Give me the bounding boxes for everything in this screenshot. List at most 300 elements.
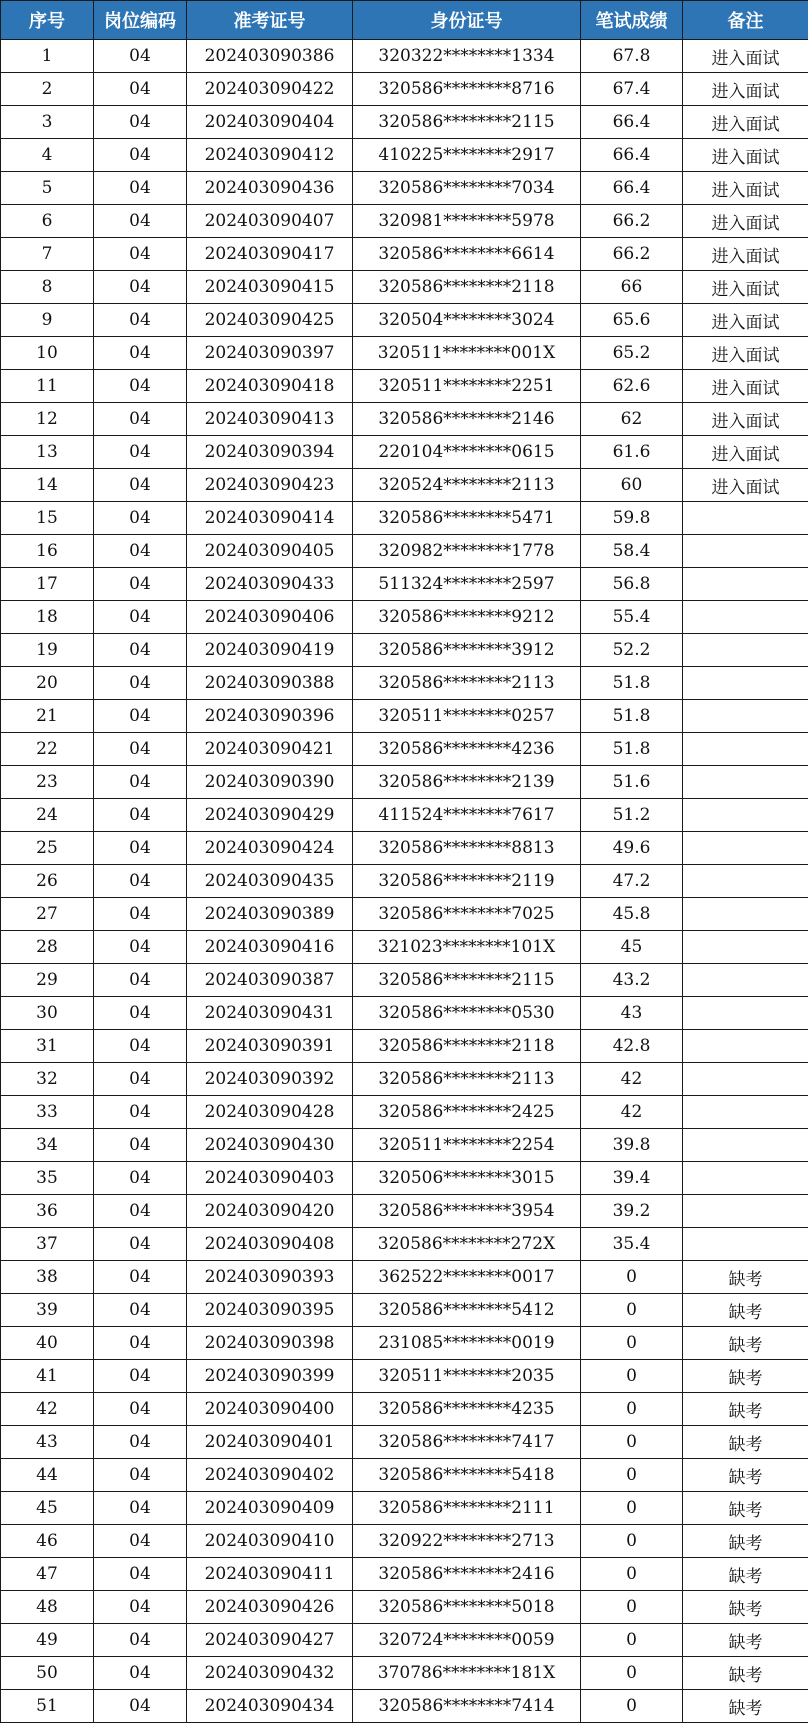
table-row bbox=[1, 931, 808, 964]
id-number-cell: 320586********2119 bbox=[353, 865, 581, 898]
admission-ticket-cell: 202403090406 bbox=[187, 601, 353, 634]
remarks-cell bbox=[683, 1195, 808, 1228]
table-row bbox=[1, 1360, 808, 1393]
admission-ticket-cell: 202403090421 bbox=[187, 733, 353, 766]
position-code-cell: 04 bbox=[94, 1195, 187, 1228]
position-code-cell: 04 bbox=[94, 1426, 187, 1459]
admission-ticket-cell: 202403090395 bbox=[187, 1294, 353, 1327]
written-score-cell: 0 bbox=[581, 1657, 683, 1690]
position-code-cell: 04 bbox=[94, 1030, 187, 1063]
header-serial-number: 序号 bbox=[1, 1, 94, 40]
table-row bbox=[1, 997, 808, 1030]
remarks-cell bbox=[683, 1030, 808, 1063]
written-score-cell: 0 bbox=[581, 1492, 683, 1525]
admission-ticket-cell: 202403090425 bbox=[187, 304, 353, 337]
written-score-cell: 52.2 bbox=[581, 634, 683, 667]
admission-ticket-cell: 202403090416 bbox=[187, 931, 353, 964]
serial-cell: 46 bbox=[1, 1525, 94, 1558]
remarks-cell bbox=[683, 1063, 808, 1096]
table-row bbox=[1, 898, 808, 931]
remarks-cell bbox=[683, 832, 808, 865]
written-score-cell: 58.4 bbox=[581, 535, 683, 568]
table-row bbox=[1, 1624, 808, 1657]
serial-cell: 25 bbox=[1, 832, 94, 865]
position-code-cell: 04 bbox=[94, 337, 187, 370]
written-score-cell: 0 bbox=[581, 1360, 683, 1393]
id-number-cell: 370786********181X bbox=[353, 1657, 581, 1690]
written-score-cell: 42 bbox=[581, 1063, 683, 1096]
admission-ticket-cell: 202403090398 bbox=[187, 1327, 353, 1360]
remarks-cell bbox=[683, 997, 808, 1030]
table-row bbox=[1, 1393, 808, 1426]
id-number-cell: 320506********3015 bbox=[353, 1162, 581, 1195]
table-row bbox=[1, 568, 808, 601]
admission-ticket-cell: 202403090413 bbox=[187, 403, 353, 436]
id-number-cell: 320504********3024 bbox=[353, 304, 581, 337]
position-code-cell: 04 bbox=[94, 601, 187, 634]
position-code-cell: 04 bbox=[94, 700, 187, 733]
written-score-cell: 0 bbox=[581, 1393, 683, 1426]
remarks-cell bbox=[683, 964, 808, 997]
admission-ticket-cell: 202403090415 bbox=[187, 271, 353, 304]
written-score-cell: 51.8 bbox=[581, 733, 683, 766]
id-number-cell: 320586********8813 bbox=[353, 832, 581, 865]
admission-ticket-cell: 202403090400 bbox=[187, 1393, 353, 1426]
header-remarks: 备注 bbox=[683, 1, 808, 40]
remarks-cell: 进入面试 bbox=[683, 436, 808, 469]
admission-ticket-cell: 202403090404 bbox=[187, 106, 353, 139]
written-score-cell: 0 bbox=[581, 1327, 683, 1360]
admission-ticket-cell: 202403090394 bbox=[187, 436, 353, 469]
position-code-cell: 04 bbox=[94, 106, 187, 139]
id-number-cell: 410225********2917 bbox=[353, 139, 581, 172]
serial-cell: 47 bbox=[1, 1558, 94, 1591]
serial-cell: 6 bbox=[1, 205, 94, 238]
admission-ticket-cell: 202403090419 bbox=[187, 634, 353, 667]
serial-cell: 37 bbox=[1, 1228, 94, 1261]
table-row bbox=[1, 139, 808, 172]
admission-ticket-cell: 202403090405 bbox=[187, 535, 353, 568]
remarks-cell: 进入面试 bbox=[683, 40, 808, 73]
position-code-cell: 04 bbox=[94, 1558, 187, 1591]
table-body bbox=[1, 40, 808, 1723]
serial-cell: 28 bbox=[1, 931, 94, 964]
serial-cell: 32 bbox=[1, 1063, 94, 1096]
id-number-cell: 320586********2111 bbox=[353, 1492, 581, 1525]
serial-cell: 45 bbox=[1, 1492, 94, 1525]
written-score-cell: 0 bbox=[581, 1558, 683, 1591]
serial-cell: 38 bbox=[1, 1261, 94, 1294]
table-row bbox=[1, 238, 808, 271]
serial-cell: 36 bbox=[1, 1195, 94, 1228]
position-code-cell: 04 bbox=[94, 1690, 187, 1723]
remarks-cell bbox=[683, 865, 808, 898]
table-row bbox=[1, 469, 808, 502]
remarks-cell: 进入面试 bbox=[683, 172, 808, 205]
position-code-cell: 04 bbox=[94, 304, 187, 337]
table-row bbox=[1, 1063, 808, 1096]
serial-cell: 3 bbox=[1, 106, 94, 139]
admission-ticket-cell: 202403090436 bbox=[187, 172, 353, 205]
table-row bbox=[1, 370, 808, 403]
id-number-cell: 320586********2118 bbox=[353, 1030, 581, 1063]
remarks-cell: 进入面试 bbox=[683, 271, 808, 304]
position-code-cell: 04 bbox=[94, 1294, 187, 1327]
id-number-cell: 320922********2713 bbox=[353, 1525, 581, 1558]
written-score-cell: 55.4 bbox=[581, 601, 683, 634]
serial-cell: 29 bbox=[1, 964, 94, 997]
remarks-cell bbox=[683, 667, 808, 700]
id-number-cell: 320586********7034 bbox=[353, 172, 581, 205]
written-score-cell: 61.6 bbox=[581, 436, 683, 469]
position-code-cell: 04 bbox=[94, 1063, 187, 1096]
admission-ticket-cell: 202403090430 bbox=[187, 1129, 353, 1162]
serial-cell: 43 bbox=[1, 1426, 94, 1459]
remarks-cell: 进入面试 bbox=[683, 238, 808, 271]
serial-cell: 23 bbox=[1, 766, 94, 799]
written-score-cell: 0 bbox=[581, 1261, 683, 1294]
position-code-cell: 04 bbox=[94, 1591, 187, 1624]
table-row bbox=[1, 733, 808, 766]
written-score-cell: 51.8 bbox=[581, 700, 683, 733]
admission-ticket-cell: 202403090420 bbox=[187, 1195, 353, 1228]
table-row bbox=[1, 304, 808, 337]
remarks-cell bbox=[683, 1129, 808, 1162]
admission-ticket-cell: 202403090402 bbox=[187, 1459, 353, 1492]
written-score-cell: 43.2 bbox=[581, 964, 683, 997]
id-number-cell: 231085********0019 bbox=[353, 1327, 581, 1360]
serial-cell: 12 bbox=[1, 403, 94, 436]
written-score-cell: 0 bbox=[581, 1591, 683, 1624]
remarks-cell bbox=[683, 1228, 808, 1261]
id-number-cell: 320586********8716 bbox=[353, 73, 581, 106]
id-number-cell: 320586********5471 bbox=[353, 502, 581, 535]
admission-ticket-cell: 202403090422 bbox=[187, 73, 353, 106]
remarks-cell bbox=[683, 898, 808, 931]
position-code-cell: 04 bbox=[94, 865, 187, 898]
table-row bbox=[1, 766, 808, 799]
admission-ticket-cell: 202403090393 bbox=[187, 1261, 353, 1294]
position-code-cell: 04 bbox=[94, 1459, 187, 1492]
position-code-cell: 04 bbox=[94, 766, 187, 799]
id-number-cell: 320586********3912 bbox=[353, 634, 581, 667]
serial-cell: 8 bbox=[1, 271, 94, 304]
serial-cell: 35 bbox=[1, 1162, 94, 1195]
written-score-cell: 0 bbox=[581, 1690, 683, 1723]
written-score-cell: 45 bbox=[581, 931, 683, 964]
table-row bbox=[1, 1426, 808, 1459]
table-row bbox=[1, 337, 808, 370]
table-row bbox=[1, 1261, 808, 1294]
written-score-cell: 65.2 bbox=[581, 337, 683, 370]
position-code-cell: 04 bbox=[94, 898, 187, 931]
admission-ticket-cell: 202403090431 bbox=[187, 997, 353, 1030]
admission-ticket-cell: 202403090391 bbox=[187, 1030, 353, 1063]
position-code-cell: 04 bbox=[94, 1228, 187, 1261]
remarks-cell: 进入面试 bbox=[683, 106, 808, 139]
table-row bbox=[1, 535, 808, 568]
admission-ticket-cell: 202403090409 bbox=[187, 1492, 353, 1525]
table-row bbox=[1, 403, 808, 436]
serial-cell: 31 bbox=[1, 1030, 94, 1063]
written-score-cell: 0 bbox=[581, 1525, 683, 1558]
written-score-cell: 0 bbox=[581, 1624, 683, 1657]
written-score-cell: 66.2 bbox=[581, 205, 683, 238]
position-code-cell: 04 bbox=[94, 568, 187, 601]
written-score-cell: 66.4 bbox=[581, 139, 683, 172]
admission-ticket-cell: 202403090401 bbox=[187, 1426, 353, 1459]
serial-cell: 41 bbox=[1, 1360, 94, 1393]
remarks-cell bbox=[683, 634, 808, 667]
id-number-cell: 320586********9212 bbox=[353, 601, 581, 634]
remarks-cell: 缺考 bbox=[683, 1690, 808, 1723]
written-score-cell: 39.4 bbox=[581, 1162, 683, 1195]
remarks-cell: 进入面试 bbox=[683, 205, 808, 238]
id-number-cell: 320586********2113 bbox=[353, 1063, 581, 1096]
admission-ticket-cell: 202403090407 bbox=[187, 205, 353, 238]
table-row bbox=[1, 667, 808, 700]
id-number-cell: 320586********6614 bbox=[353, 238, 581, 271]
serial-cell: 19 bbox=[1, 634, 94, 667]
id-number-cell: 320586********7414 bbox=[353, 1690, 581, 1723]
header-admission-ticket: 准考证号 bbox=[187, 1, 353, 40]
remarks-cell bbox=[683, 700, 808, 733]
remarks-cell: 进入面试 bbox=[683, 139, 808, 172]
id-number-cell: 320524********2113 bbox=[353, 469, 581, 502]
serial-cell: 44 bbox=[1, 1459, 94, 1492]
position-code-cell: 04 bbox=[94, 205, 187, 238]
serial-cell: 7 bbox=[1, 238, 94, 271]
table-row bbox=[1, 1591, 808, 1624]
remarks-cell: 进入面试 bbox=[683, 403, 808, 436]
serial-cell: 34 bbox=[1, 1129, 94, 1162]
table-row bbox=[1, 865, 808, 898]
table-row bbox=[1, 436, 808, 469]
remarks-cell: 进入面试 bbox=[683, 469, 808, 502]
remarks-cell bbox=[683, 535, 808, 568]
serial-cell: 50 bbox=[1, 1657, 94, 1690]
table-row bbox=[1, 271, 808, 304]
position-code-cell: 04 bbox=[94, 931, 187, 964]
table-row bbox=[1, 1228, 808, 1261]
table-row bbox=[1, 1327, 808, 1360]
position-code-cell: 04 bbox=[94, 997, 187, 1030]
position-code-cell: 04 bbox=[94, 1525, 187, 1558]
admission-ticket-cell: 202403090387 bbox=[187, 964, 353, 997]
position-code-cell: 04 bbox=[94, 238, 187, 271]
admission-ticket-cell: 202403090432 bbox=[187, 1657, 353, 1690]
written-score-cell: 51.8 bbox=[581, 667, 683, 700]
admission-ticket-cell: 202403090410 bbox=[187, 1525, 353, 1558]
admission-ticket-cell: 202403090390 bbox=[187, 766, 353, 799]
table-row bbox=[1, 700, 808, 733]
id-number-cell: 320981********5978 bbox=[353, 205, 581, 238]
remarks-cell: 缺考 bbox=[683, 1624, 808, 1657]
table-row bbox=[1, 832, 808, 865]
written-score-cell: 67.8 bbox=[581, 40, 683, 73]
position-code-cell: 04 bbox=[94, 40, 187, 73]
id-number-cell: 320586********272X bbox=[353, 1228, 581, 1261]
id-number-cell: 321023********101X bbox=[353, 931, 581, 964]
written-score-cell: 0 bbox=[581, 1294, 683, 1327]
serial-cell: 33 bbox=[1, 1096, 94, 1129]
id-number-cell: 320511********2254 bbox=[353, 1129, 581, 1162]
remarks-cell bbox=[683, 1162, 808, 1195]
admission-ticket-cell: 202403090434 bbox=[187, 1690, 353, 1723]
position-code-cell: 04 bbox=[94, 502, 187, 535]
position-code-cell: 04 bbox=[94, 370, 187, 403]
remarks-cell: 缺考 bbox=[683, 1525, 808, 1558]
serial-cell: 10 bbox=[1, 337, 94, 370]
written-score-cell: 42.8 bbox=[581, 1030, 683, 1063]
remarks-cell: 进入面试 bbox=[683, 73, 808, 106]
id-number-cell: 320586********0530 bbox=[353, 997, 581, 1030]
remarks-cell bbox=[683, 931, 808, 964]
position-code-cell: 04 bbox=[94, 1360, 187, 1393]
table-row bbox=[1, 73, 808, 106]
id-number-cell: 320586********2416 bbox=[353, 1558, 581, 1591]
serial-cell: 26 bbox=[1, 865, 94, 898]
id-number-cell: 320511********001X bbox=[353, 337, 581, 370]
id-number-cell: 320586********7417 bbox=[353, 1426, 581, 1459]
position-code-cell: 04 bbox=[94, 1129, 187, 1162]
position-code-cell: 04 bbox=[94, 1162, 187, 1195]
id-number-cell: 320586********7025 bbox=[353, 898, 581, 931]
header-row bbox=[1, 1, 808, 40]
written-score-cell: 66.4 bbox=[581, 106, 683, 139]
position-code-cell: 04 bbox=[94, 403, 187, 436]
remarks-cell: 进入面试 bbox=[683, 370, 808, 403]
written-score-cell: 56.8 bbox=[581, 568, 683, 601]
written-score-cell: 45.8 bbox=[581, 898, 683, 931]
table-row bbox=[1, 1525, 808, 1558]
table-row bbox=[1, 964, 808, 997]
table-row bbox=[1, 1657, 808, 1690]
table-row bbox=[1, 205, 808, 238]
id-number-cell: 320586********5018 bbox=[353, 1591, 581, 1624]
serial-cell: 22 bbox=[1, 733, 94, 766]
admission-ticket-cell: 202403090433 bbox=[187, 568, 353, 601]
position-code-cell: 04 bbox=[94, 667, 187, 700]
remarks-cell: 缺考 bbox=[683, 1459, 808, 1492]
table-row bbox=[1, 601, 808, 634]
serial-cell: 40 bbox=[1, 1327, 94, 1360]
id-number-cell: 320586********5418 bbox=[353, 1459, 581, 1492]
id-number-cell: 320586********4236 bbox=[353, 733, 581, 766]
id-number-cell: 362522********0017 bbox=[353, 1261, 581, 1294]
admission-ticket-cell: 202403090424 bbox=[187, 832, 353, 865]
remarks-cell: 缺考 bbox=[683, 1426, 808, 1459]
remarks-cell bbox=[683, 766, 808, 799]
position-code-cell: 04 bbox=[94, 469, 187, 502]
admission-ticket-cell: 202403090428 bbox=[187, 1096, 353, 1129]
position-code-cell: 04 bbox=[94, 1327, 187, 1360]
serial-cell: 21 bbox=[1, 700, 94, 733]
table-row bbox=[1, 502, 808, 535]
position-code-cell: 04 bbox=[94, 1393, 187, 1426]
serial-cell: 48 bbox=[1, 1591, 94, 1624]
id-number-cell: 320586********4235 bbox=[353, 1393, 581, 1426]
position-code-cell: 04 bbox=[94, 1624, 187, 1657]
serial-cell: 17 bbox=[1, 568, 94, 601]
position-code-cell: 04 bbox=[94, 964, 187, 997]
table-row bbox=[1, 1096, 808, 1129]
admission-ticket-cell: 202403090435 bbox=[187, 865, 353, 898]
id-number-cell: 320982********1778 bbox=[353, 535, 581, 568]
position-code-cell: 04 bbox=[94, 73, 187, 106]
admission-ticket-cell: 202403090412 bbox=[187, 139, 353, 172]
remarks-cell: 缺考 bbox=[683, 1393, 808, 1426]
remarks-cell: 缺考 bbox=[683, 1261, 808, 1294]
serial-cell: 1 bbox=[1, 40, 94, 73]
written-score-cell: 35.4 bbox=[581, 1228, 683, 1261]
written-score-cell: 39.2 bbox=[581, 1195, 683, 1228]
id-number-cell: 320511********0257 bbox=[353, 700, 581, 733]
serial-cell: 49 bbox=[1, 1624, 94, 1657]
position-code-cell: 04 bbox=[94, 1657, 187, 1690]
position-code-cell: 04 bbox=[94, 634, 187, 667]
admission-ticket-cell: 202403090417 bbox=[187, 238, 353, 271]
admission-ticket-cell: 202403090427 bbox=[187, 1624, 353, 1657]
remarks-cell: 进入面试 bbox=[683, 304, 808, 337]
admission-ticket-cell: 202403090429 bbox=[187, 799, 353, 832]
admission-ticket-cell: 202403090388 bbox=[187, 667, 353, 700]
table-row bbox=[1, 1129, 808, 1162]
remarks-cell: 缺考 bbox=[683, 1294, 808, 1327]
position-code-cell: 04 bbox=[94, 1492, 187, 1525]
id-number-cell: 411524********7617 bbox=[353, 799, 581, 832]
admission-ticket-cell: 202403090423 bbox=[187, 469, 353, 502]
remarks-cell: 缺考 bbox=[683, 1657, 808, 1690]
serial-cell: 24 bbox=[1, 799, 94, 832]
written-score-cell: 42 bbox=[581, 1096, 683, 1129]
position-code-cell: 04 bbox=[94, 733, 187, 766]
serial-cell: 5 bbox=[1, 172, 94, 205]
serial-cell: 15 bbox=[1, 502, 94, 535]
id-number-cell: 320586********2118 bbox=[353, 271, 581, 304]
serial-cell: 2 bbox=[1, 73, 94, 106]
remarks-cell: 缺考 bbox=[683, 1360, 808, 1393]
written-score-cell: 66 bbox=[581, 271, 683, 304]
admission-ticket-cell: 202403090386 bbox=[187, 40, 353, 73]
admission-ticket-cell: 202403090392 bbox=[187, 1063, 353, 1096]
position-code-cell: 04 bbox=[94, 799, 187, 832]
remarks-cell bbox=[683, 502, 808, 535]
id-number-cell: 320322********1334 bbox=[353, 40, 581, 73]
remarks-cell bbox=[683, 1096, 808, 1129]
written-score-cell: 39.8 bbox=[581, 1129, 683, 1162]
table-row bbox=[1, 1459, 808, 1492]
header-position-code: 岗位编码 bbox=[94, 1, 187, 40]
serial-cell: 18 bbox=[1, 601, 94, 634]
id-number-cell: 320511********2251 bbox=[353, 370, 581, 403]
position-code-cell: 04 bbox=[94, 436, 187, 469]
remarks-cell: 缺考 bbox=[683, 1492, 808, 1525]
position-code-cell: 04 bbox=[94, 139, 187, 172]
remarks-cell bbox=[683, 733, 808, 766]
admission-ticket-cell: 202403090426 bbox=[187, 1591, 353, 1624]
table-row bbox=[1, 1195, 808, 1228]
position-code-cell: 04 bbox=[94, 535, 187, 568]
serial-cell: 51 bbox=[1, 1690, 94, 1723]
written-score-cell: 62.6 bbox=[581, 370, 683, 403]
written-score-cell: 51.6 bbox=[581, 766, 683, 799]
serial-cell: 27 bbox=[1, 898, 94, 931]
serial-cell: 11 bbox=[1, 370, 94, 403]
written-score-cell: 60 bbox=[581, 469, 683, 502]
id-number-cell: 220104********0615 bbox=[353, 436, 581, 469]
written-score-cell: 43 bbox=[581, 997, 683, 1030]
